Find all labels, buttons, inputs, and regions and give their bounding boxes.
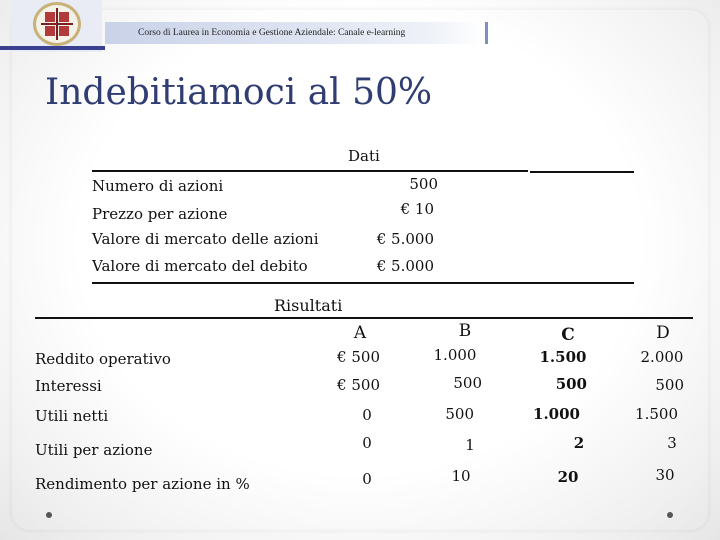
column-header-c: C: [561, 325, 575, 345]
risultati-cell-a: € 500: [337, 348, 380, 366]
dati-label-row: Valore di mercato del debito: [92, 257, 308, 275]
risultati-cell-d: 500: [655, 376, 684, 394]
risultati-cell-b: 1.000: [433, 346, 477, 364]
risultati-cell-a: 0: [362, 434, 372, 452]
course-header: Corso di Laurea in Economia e Gestione Aziendale: Canale e-learning: [138, 28, 406, 38]
university-logo: [12, 0, 102, 52]
column-header-b: B: [458, 321, 472, 341]
risultati-row-label: Rendimento per azione in %: [35, 475, 250, 493]
risultati-cell-c: 2: [573, 434, 585, 452]
risultati-cell-d: 2.000: [640, 348, 684, 366]
dati-value-row: € 5.000: [376, 230, 434, 248]
column-header-d: D: [656, 323, 670, 343]
dati-top-rule: [92, 170, 528, 172]
dati-bottom-rule: [92, 282, 634, 284]
risultati-cell-b: 1: [465, 436, 475, 454]
risultati-cell-d: 30: [655, 466, 675, 484]
dati-heading: Dati: [348, 147, 380, 165]
risultati-cell-d: 1.500: [635, 405, 678, 423]
dati-value-row: € 5.000: [376, 257, 434, 275]
dati-label-row: Numero di azioni: [92, 177, 224, 195]
dati-value-row: € 10: [400, 200, 434, 218]
decorative-dot-right: [667, 512, 673, 518]
risultati-cell-b: 10: [451, 467, 471, 485]
slide-title: Indebitiamoci al 50%: [45, 72, 433, 113]
risultati-row-label: Interessi: [35, 377, 102, 395]
risultati-cell-c: 1.000: [533, 405, 580, 423]
risultati-cell-c: 1.500: [539, 348, 587, 366]
risultati-cell-b: 500: [445, 405, 474, 423]
dati-top-rule-right: [530, 171, 634, 173]
dati-label-row: Prezzo per azione: [92, 205, 228, 223]
risultati-cell-d: 3: [667, 434, 677, 452]
risultati-row-label: Reddito operativo: [35, 350, 171, 368]
risultati-cell-c: 20: [557, 468, 579, 486]
risultati-cell-b: 500: [453, 374, 482, 392]
logo-underline: [0, 46, 105, 50]
dati-label-row: Valore di mercato delle azioni: [92, 230, 319, 248]
risultati-row-label: Utili per azione: [35, 441, 153, 459]
decorative-dot-left: [46, 512, 52, 518]
dati-value-row: 500: [409, 175, 438, 193]
risultati-heading: Risultati: [274, 296, 343, 315]
risultati-cell-c: 500: [555, 375, 587, 393]
risultati-cell-a: 0: [362, 470, 372, 488]
risultati-top-rule: [35, 317, 693, 319]
risultati-cell-a: € 500: [337, 376, 380, 394]
risultati-cell-a: 0: [362, 406, 372, 424]
column-header-a: A: [353, 323, 367, 343]
risultati-row-label: Utili netti: [35, 407, 109, 425]
